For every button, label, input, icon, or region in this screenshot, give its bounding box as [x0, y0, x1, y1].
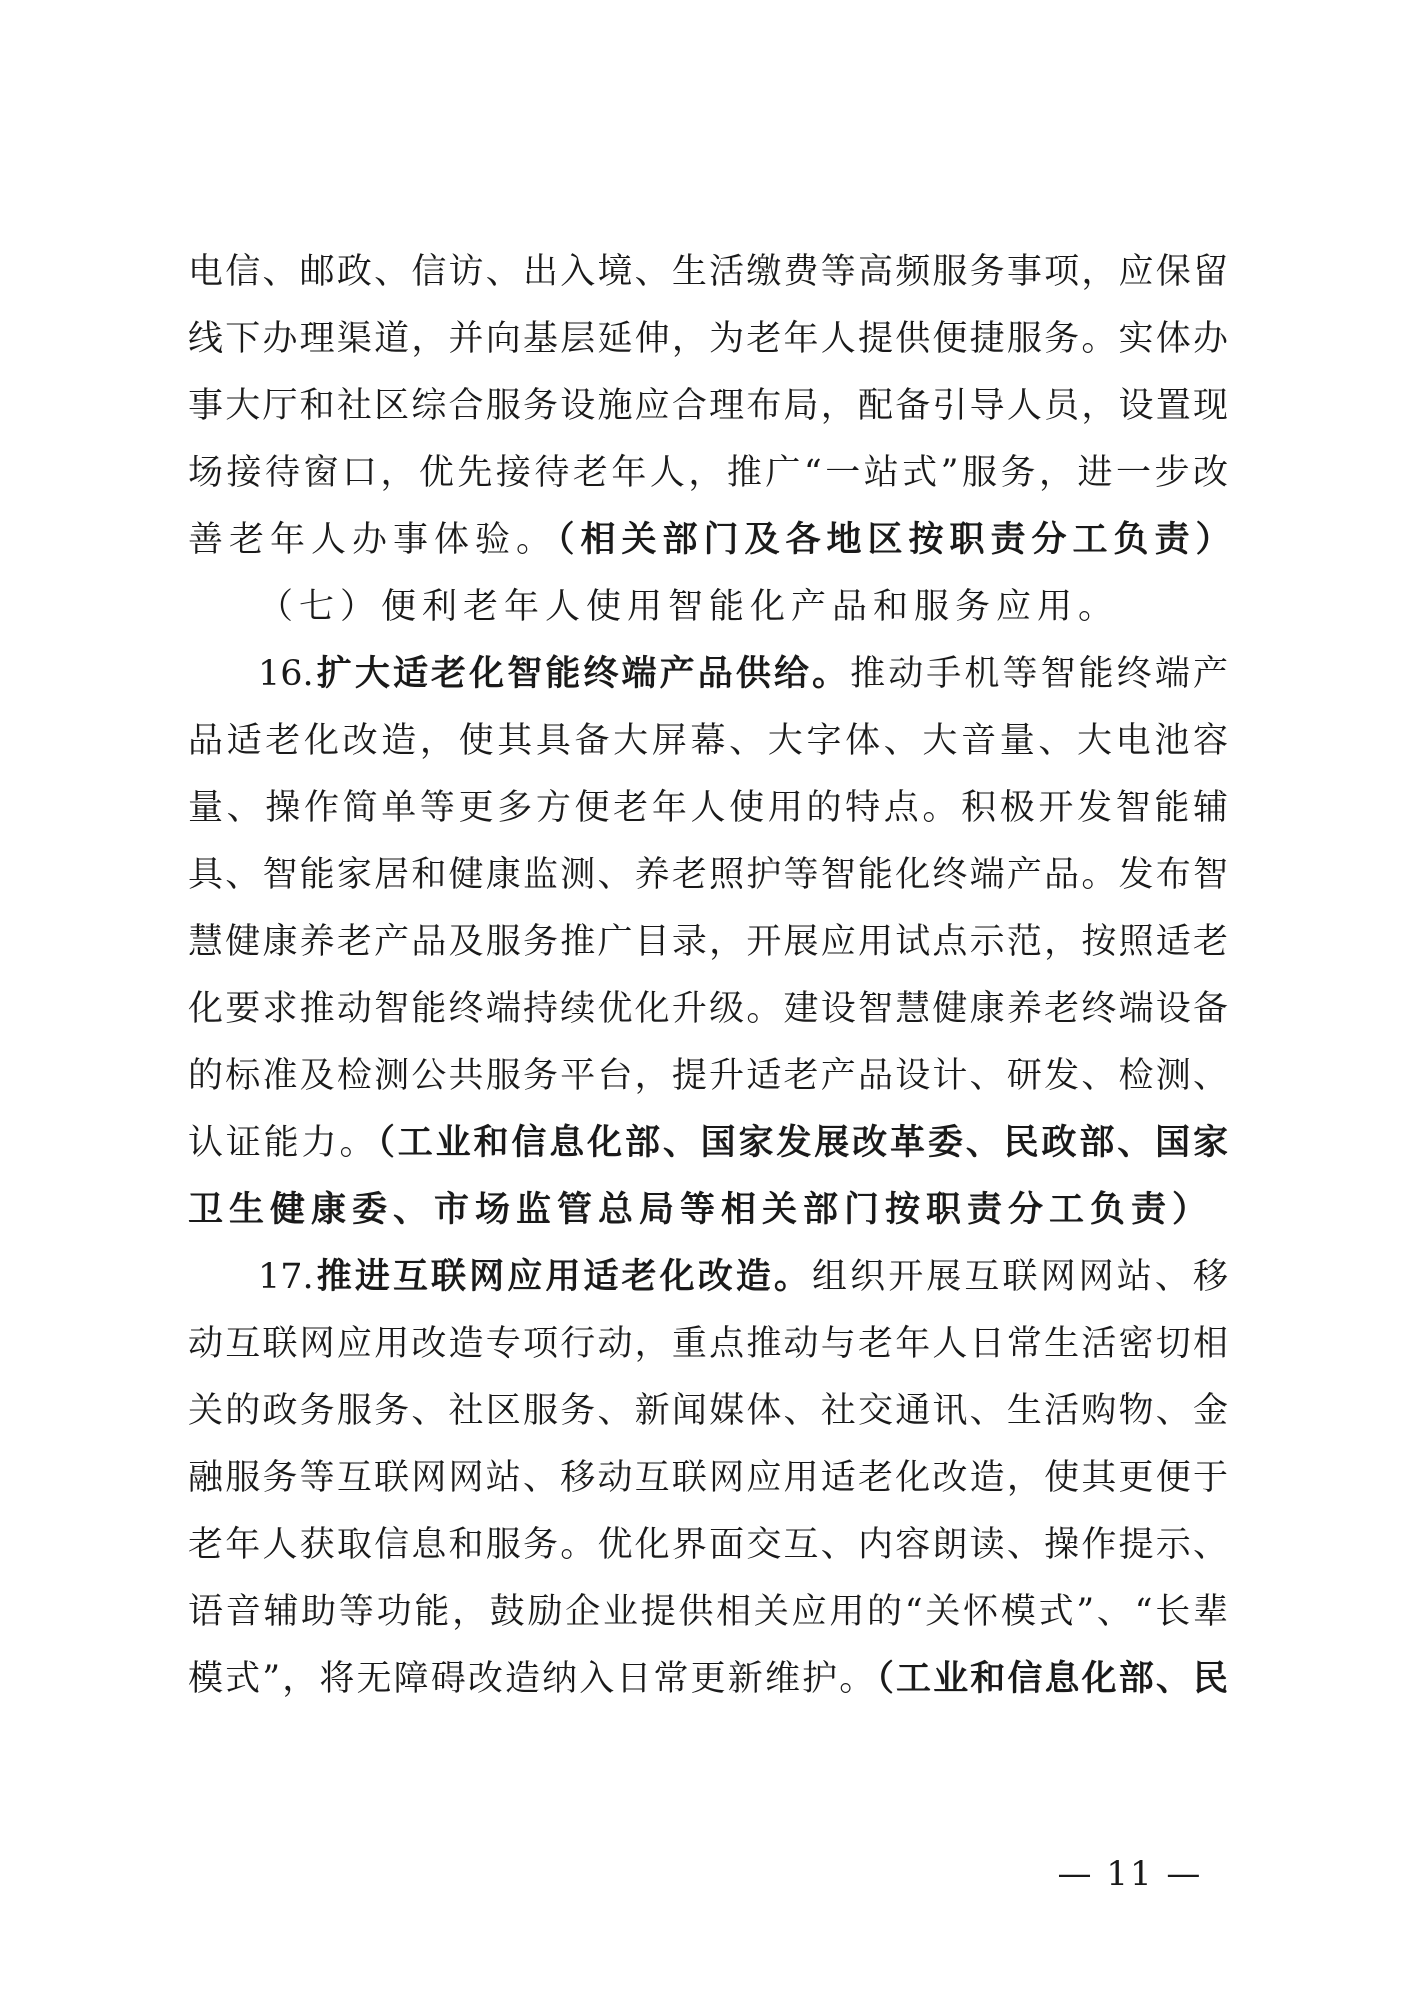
text-line — [188, 1580, 1228, 1644]
text-segment: 的标准及检测公共服务平台，提升适老产品设计、研发、检测、 — [188, 1056, 1228, 1096]
text-segment: 推动手机等智能终端产 — [850, 654, 1228, 694]
text-segment: 场接待窗口，优先接待老年人，推广“一站式”服务，进一步改 — [188, 453, 1228, 493]
text-segment: （七）便利老年人使用智能化产品和服务应用。 — [258, 587, 1120, 627]
responsibility-note: （工业和信息化部、国家发展改革委、民政部、国家 — [377, 1122, 1228, 1163]
text-segment: 语音辅助等功能，鼓励企业提供相关应用的“关怀模式”、“长辈 — [188, 1592, 1228, 1632]
text-line — [188, 1513, 1228, 1577]
item-title: 推进互联网应用适老化改造。 — [313, 1256, 813, 1297]
text-segment: 慧健康养老产品及服务推广目录，开展应用试点示范，按照适老 — [188, 922, 1228, 962]
responsibility-note: （工业和信息化部、民 — [876, 1658, 1228, 1699]
text-segment: 电信、邮政、信访、出入境、生活缴费等高频服务事项，应保留 — [188, 252, 1228, 292]
text-segment: 量、操作简单等更多方便老年人使用的特点。积极开发智能辅 — [188, 788, 1228, 828]
text-line — [188, 1446, 1228, 1510]
text-line — [188, 240, 1228, 304]
text-line — [188, 843, 1228, 907]
text-segment: 认证能力。 — [188, 1123, 378, 1163]
text-line — [188, 910, 1228, 974]
text-line — [188, 441, 1228, 505]
text-line — [188, 977, 1228, 1041]
responsibility-note: 卫生健康委、市场监管总局等相关部门按职责分工负责） — [188, 1189, 1214, 1230]
text-line — [188, 374, 1228, 438]
page-number: — 11 — — [1057, 1854, 1203, 1894]
text-segment: 化要求推动智能终端持续优化升级。建设智慧健康养老终端设备 — [188, 989, 1228, 1029]
text-line — [188, 1178, 1228, 1242]
text-segment: 线下办理渠道，并向基层延伸，为老年人提供便捷服务。实体办 — [188, 319, 1228, 359]
text-segment: 老年人获取信息和服务。优化界面交互、内容朗读、操作提示、 — [188, 1525, 1228, 1565]
text-segment: 模式”，将无障碍改造纳入日常更新维护。 — [188, 1659, 877, 1699]
text-segment: 善老年人办事体验。 — [188, 520, 558, 560]
item-number: 17. — [258, 1257, 314, 1297]
text-line — [188, 1312, 1228, 1376]
text-line — [188, 1379, 1228, 1443]
text-line — [188, 1647, 1228, 1711]
text-segment: 动互联网应用改造专项行动，重点推动与老年人日常生活密切相 — [188, 1324, 1228, 1364]
text-segment: 融服务等互联网网站、移动互联网应用适老化改造，使其更便于 — [188, 1458, 1228, 1498]
text-segment: 组织开展互联网网站、移 — [812, 1257, 1228, 1297]
text-segment: 具、智能家居和健康监测、养老照护等智能化终端产品。发布智 — [188, 855, 1228, 895]
text-line — [188, 709, 1228, 773]
item-title: 扩大适老化智能终端产品供给。 — [313, 653, 851, 694]
text-line — [188, 508, 1237, 572]
text-line — [188, 1044, 1228, 1108]
text-segment: 事大厅和社区综合服务设施应合理布局，配备引导人员，设置现 — [188, 386, 1228, 426]
text-segment: 关的政务服务、社区服务、新闻媒体、社交通讯、生活购物、金 — [188, 1391, 1228, 1431]
text-line — [188, 307, 1228, 371]
text-line — [188, 1111, 1228, 1175]
item-number: 16. — [258, 654, 314, 694]
item-heading-line — [258, 1245, 1228, 1309]
item-heading-line — [258, 642, 1228, 706]
text-segment: 品适老化改造，使其具备大屏幕、大字体、大音量、大电池容 — [188, 721, 1228, 761]
responsibility-note: （相关部门及各地区按职责分工负责） — [557, 519, 1237, 560]
section-heading — [258, 575, 1228, 639]
text-line — [188, 776, 1228, 840]
